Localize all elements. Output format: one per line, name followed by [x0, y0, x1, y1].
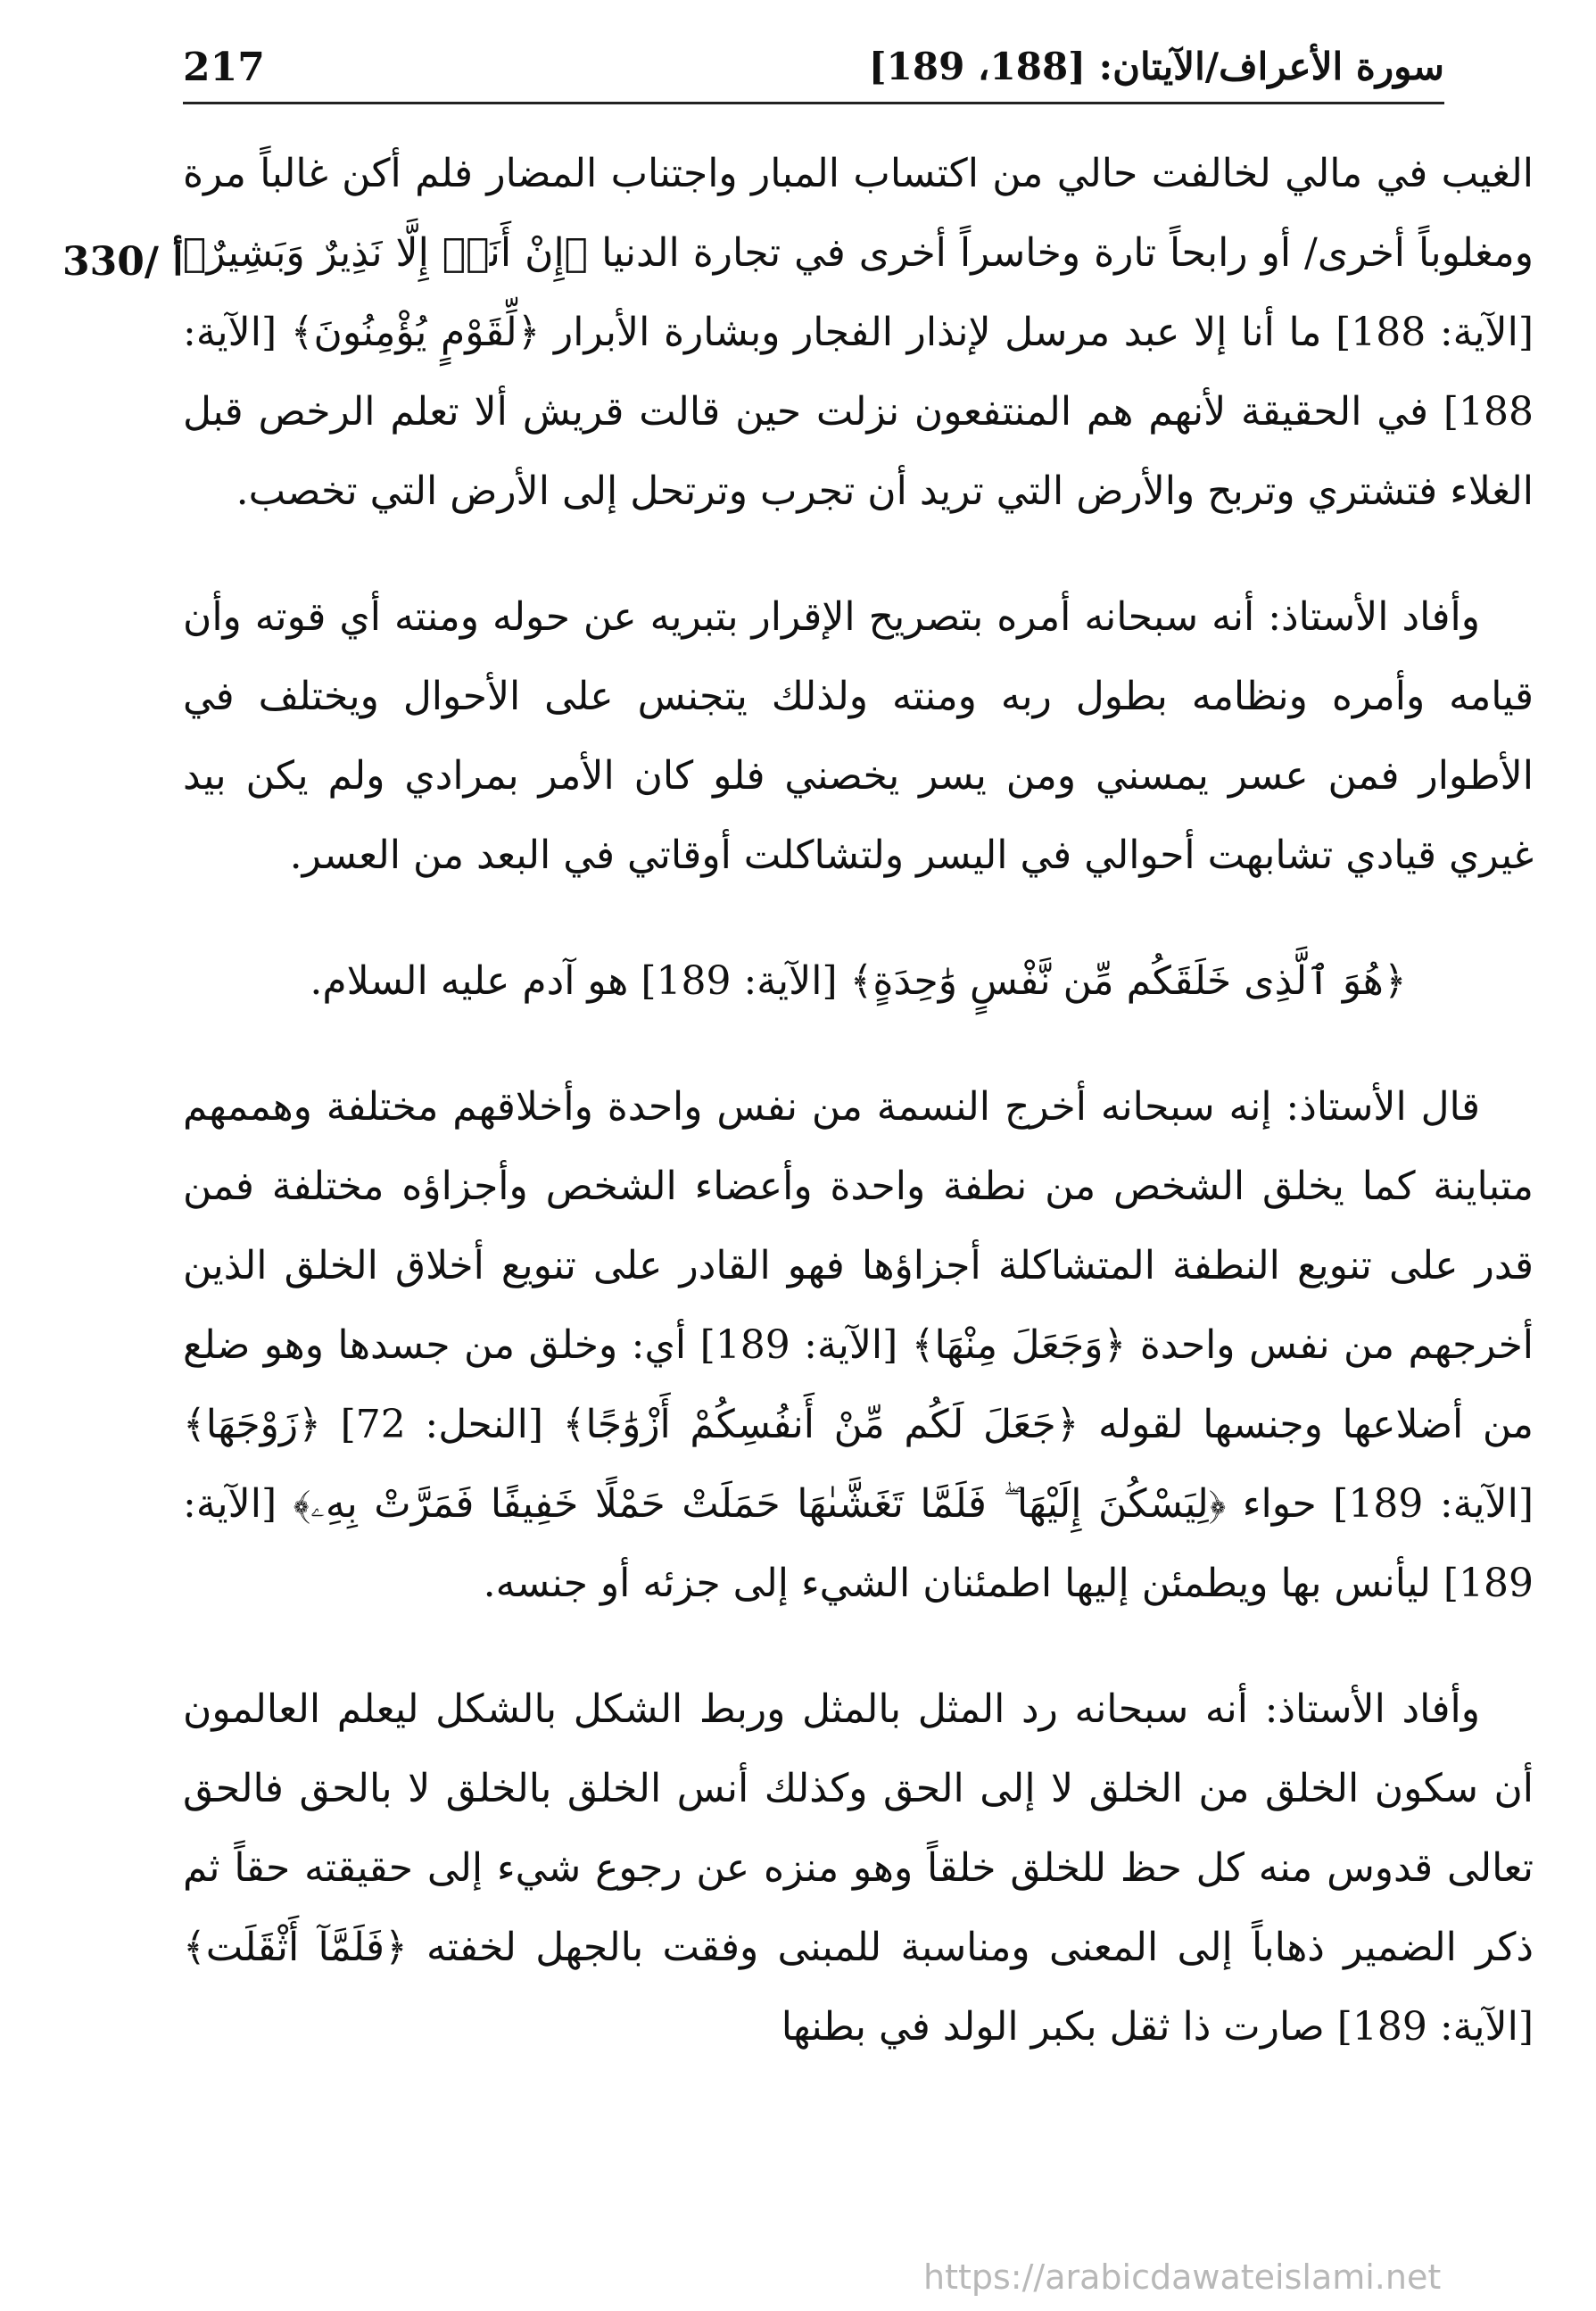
paragraph-1: الغيب في مالي لخالفت حالي من اكتساب المبار واجتناب المضار فلم أكن غالباً مرة ومغلوباً أخرى/ أو رابحاً تارة وخاسراً أخرى في تجارة الدنيا ﴿إِنْ أَنَا۠ إِلَّا نَذِيرٌ وَبَشِيرٌ﴾ [الآية: 188] ما أنا إلا عبد مرسل لإنذار الفجار وبشارة الأبرار ﴿لِّقَوْمٍ يُؤْمِنُونَ﴾ [الآية: 188] في الحقيقة لأنهم هم المنتفعون نزلت حين قالت قريش ألا تعلم الرخص قبل الغلاء فتشتري وتربح والأرض التي تريد أن تجرب وترتحل إلى الأرض التي تخصب. [183, 151, 1534, 514]
paragraph-4: وأفاد الأستاذ: أنه سبحانه رد المثل بالمثل وربط الشكل بالشكل ليعلم العالمون أن سكون الخلق من الخلق لا إلى الحق وكذلك أنس الخلق بالخلق لا بالحق فالحق تعالى قدوس منه كل حظ للخلق خلقاً وهو منزه عن رجوع شيء إلى حقيقته حقاً ثم ذكر الضمير ذهاباً إلى المعنى ومناسبة للمبنى وفقت بالجهل لخفته ﴿فَلَمَّآ أَثْقَلَت﴾ [الآية: 189] صارت ذا ثقل بكبر الولد في بطنها [183, 1686, 1534, 2050]
margin-folio-note: 330/ أ [62, 239, 184, 285]
running-head: سورة الأعراف/الآيتان: [188، 189] [868, 45, 1444, 88]
page-number: 217 [183, 45, 265, 90]
watermark-url: https://arabicdawateislami.net [923, 2257, 1442, 2297]
body-text [183, 134, 1534, 2067]
paragraph-3: قال الأستاذ: إنه سبحانه أخرج النسمة من نفس واحدة وأخلاقهم مختلفة وهممهم متباينة كما يخلق الشخص من نطفة واحدة وأعضاء الشخص وأجزاؤه مختلفة فمن قدر على تنويع النطفة المتشاكلة أجزاؤها فهو القادر على تنويع أخلاق الخلق الذين أخرجهم من نفس واحدة ﴿وَجَعَلَ مِنْهَا﴾ [الآية: 189] أي: وخلق من جسدها وهو ضلع من أضلاعها وجنسها لقوله ﴿جَعَلَ لَكُم مِّنْ أَنفُسِكُمْ أَزْوَٰجًا﴾ [النحل: 72] ﴿زَوْجَهَا﴾ [الآية: 189] حواء ﴿لِيَسْكُنَ إِلَيْهَا ۖ فَلَمَّا تَغَشَّىٰهَا حَمَلَتْ حَمْلًا خَفِيفًا فَمَرَّتْ بِهِۦ﴾ [الآية: 189] ليأنس بها ويطمئن إليها اطمئنان الشيء إلى جزئه أو جنسه. [183, 1084, 1534, 1606]
verse-heading-189: ﴿هُوَ ٱلَّذِى خَلَقَكُم مِّن نَّفْسٍ وَٰحِدَةٍ﴾ [الآية: 189] هو آدم عليه السلام. [310, 958, 1407, 1004]
paragraph-2: وأفاد الأستاذ: أنه سبحانه أمره بتصريح الإقرار بتبريه عن حوله ومنته أي قوته وأن قيامه وأمره ونظامه بطول ربه ومنته ولذلك يتجنس على الأحوال ويختلف في الأطوار فمن عسر يمسني ومن يسر يخصني فلو كان الأمر بمرادي ولم يكن بيد غيري قيادي تشابهت أحوالي في اليسر ولتشاكلت أوقاتي في البعد من العسر. [183, 594, 1534, 878]
page-header [183, 39, 1444, 104]
